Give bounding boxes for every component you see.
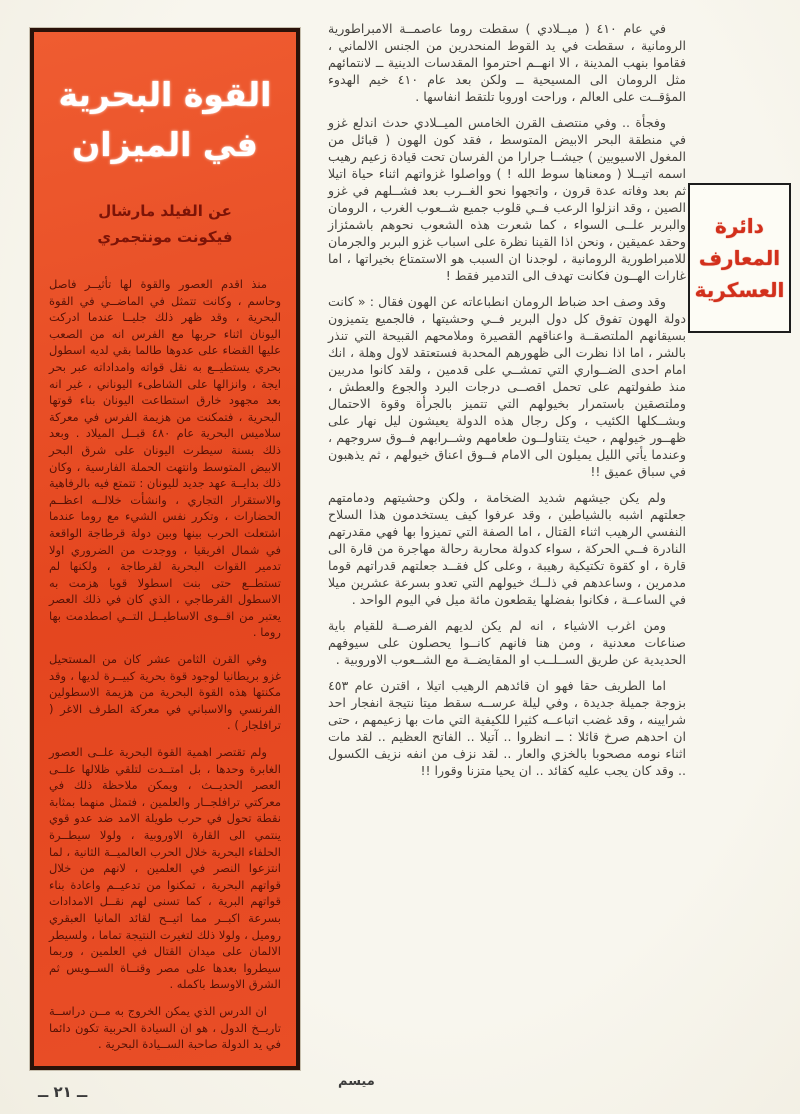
feature-paragraph: منذ اقدم العصور والقوة لها تأثيــر فاصل وحاسم ، وكانت تتمثل في الماضــي في القوة البحرية ، وقد ظهر ذلك جليــا عندما ادركت اليونان اثناء حربها مع الفرس انه من الصعب عليها القضاء على عدوها طالما بقي لديه اسطول بحري يستطيــع به نقل قواته وامداداته عبر بحر ايجة ، وانزالها على الشاطىء اليوناني ، غير انه بعد مجهود خارق استطاعت اليونان بناء قوتها البحرية ، فتمكنت من هزيمة الفرس في معركة سلاميس البحرية عام ٤٨٠ قبــل الميلاد . وبعد ذلك بسنة سيطرت اليونان على شرق البحر الابيض المتوسط وانتهت الحملة الفارسية ، وكان ذلك بدايــة عهد جديد لليونان : تتمتع فيه بالرفاهية والاستقرار التجاري ، وانشأت خلالــه اعظــم الحضارات ، وتكرر نفس الشيء مع روما عندما اشتعلت الحرب بينها وبين دولة قرطاجة الواقعة في شمال افريقيا ، ووجدت من الضروري اولا تدمير القوات البحرية لقرطاجة ، ولكنها لم تستطــع حتى بنت اسطولا قويا هزمت به الاسطول القرطاجي ، الذي كان في ذلك العصر يعتبر من اقــوى الاساطيــل التــي اصطدمت بها روما .: [49, 277, 281, 640]
page-number: ــ ٢١ ــ: [38, 1083, 88, 1101]
section-label-line1: دائرة: [715, 214, 764, 238]
article-column: [328, 20, 686, 788]
feature-paragraph: ان الدرس الذي يمكن الخروج به مــن دراســة تاريــخ الدول ، هو ان السيادة الحربية تكون دائما في يد الدولة صاحبة الســيادة البحرية .: [49, 1003, 281, 1052]
article-paragraph: ولم يكن جيشهم شديد الضخامة ، ولكن وحشيتهم ودمامتهم جعلتهم اشبه بالشياطين ، وقد عرفوا كيف يستخدمون هذا السلاح النفسي الرهيب اثناء القتال ، اما الصفة التي تميزوا بها فهي مقدرتهم النادرة فــي الحركة ، سواء كدولة محاربة رحالة مهاجرة من قارة الى قارة ، او كقوة تكتيكية رهيبة ، وعلى كل فقــد جعلتهم قدراتهم قوما مدمرين ، وساعدهم في ذلــك خيولهم التي تعدو بسرعة عشرين ميلا في الساعــة ، فكانوا بفضلها يقطعون مائة ميل في اليوم الواحد .: [328, 490, 686, 607]
feature-title: [49, 70, 281, 169]
article-paragraph: وفجأة .. وفي منتصف القرن الخامس الميــلادي حدث اندلع غزو في منطقة البحر الابيض المتوسط ، فقد كون الهون ( قبائل من المغول الاسيويين ) جيشــا جرارا من الفرسان تحت قيادة زعيم رهيب اسمه اتيــلا ( ومعناها سوط الله ! ) وواصلوا غزواتهم اثناء حياة اتيلا ثم بعد وفاته عدة قرون ، واتجهوا نحو الغــرب بعد فشــلهم في غزو الصين ، وقد انزلوا الرعب فــي قلوب جميع شــعوب الغرب ، الرومان والبربر علــى السواء ، كما شعرت هذه الشعوب نحوهم باشمئزاز وحقد عميقين ، ونحن اذا القينا نظرة على اسباب غزو البربر والجرمان للامبراطورية الرومانية ، لوجدنا ان السبب هو الاستمتاع بخيراتها ، اما غارات الهــون فكانت تهدف الى التدمير فقط !: [328, 115, 686, 283]
section-label-box: [688, 183, 791, 333]
feature-paragraph: ولم تقتصر اهمية القوة البحرية علــى العصور الغابرة وحدها ، بل امتــدت لتلقي ظلالها علــى العصر الحديــث ، ويمكن ملاحظة ذلك في معركتي ترافلجــار والعلمين ، فتمثل منهما بمثابة نقطة تحول في حرب طويلة الامد ضد عدو قوي ينتمي الى القارة الاوروبية ، ولولا سيطــرة الحلفاء البحرية خلال الحرب العالميــة الثانية ، لما انتزعوا النصر في العلمين ، لانهم من خلال قواتهم البحرية ، تمكنوا من تدعيــم واعادة بناء قواتهم البرية ، كما تسنى لهم نقــل الامدادات بسرعة اكبــر مما اتيــح لقائد المانيا العبقري روميل ، ولولا ذلك لتغيرت النتيجة تماما ، ولسيطر الالمان على ميدان القتال في العلمين ، وربما سيطروا بعدها على مصر وقنــاة الســويس ثم الشرق الاوسط باكمله .: [49, 745, 281, 992]
feature-byline-line1: عن الفيلد مارشال: [98, 202, 232, 220]
section-label-line3: العسكرية: [694, 278, 785, 302]
section-label-line2: المعارف: [698, 246, 781, 270]
feature-byline-line2: فيكونت مونتجمري: [97, 227, 233, 246]
feature-title-line2: في الميزان: [72, 124, 258, 164]
magazine-signature: ميسم: [338, 1074, 375, 1089]
article-paragraph: اما الطريف حقا فهو ان قائدهم الرهيب اتيلا ، اقترن عام ٤٥٣ بزوجة جميلة جديدة ، وفي ليلة عرســه سقط ميتا نتيجة انفجار احد شرايينه ، وقد غضب اتباعــه كثيرا للكيفية التي مات بها زعيمهم ، حتى ان احدهم صرخ قائلا : ــ انظروا .. آتيلا .. الفاتح العظيم .. لقد مات اثناء نومه مصحوبا بالخزي والعار .. لقد نزف من انفه نزيف الكسول .. وقد كان يجب عليه كقائد .. ان يحيا متزنا وقورا !!: [328, 678, 686, 778]
article-paragraph: وقد وصف احد ضباط الرومان انطباعاته عن الهون فقال : « كانت دولة الهون تفوق كل دول البرير فــي وحشيتها ، فالجميع يتميزون بسيقانهم الملتصقــة واعناقهم القصيرة وملامحهم القبيحة التي تنذر بالشر ، اما اذا نظرت الى ظهورهم المحدبة فستعتقد لاول وهلة ، انك امام احدى الضــواري التي تمشــي على قدمين ، ولقد كانوا مدربين منذ طفولتهم على تحمل اقصــى درجات البرد والجوع والعطش ، وملتصقين باستمرار بخيولهم التي تتميز بالجرأة وقوة الاحتمال وبشــكلها الكئيب ، وكل رجال هذه الدولة يعيشون ليل نهار على ظهــور خيولهم ، حيث يتناولــون طعامهم وشــرابهم فــوق سروجهم ، وعندما يأتي الليل يميلون الى الامام فــوق اعناق خيولهم ، ثم يذهبون في سباق عميق !!: [328, 294, 686, 479]
feature-box: [30, 28, 300, 1070]
feature-body: [49, 276, 281, 1053]
feature-paragraph: وفي القرن الثامن عشر كان من المستحيل غزو بريطانيا لوجود قوة بحرية كبيــرة لديها ، وقد مكنتها هذه القوة البحرية من هزيمة الاسطولين الفرنسي والاسباني في معركة الطرف الاغر ( ترافلجار ) .: [49, 652, 281, 733]
article-paragraph: في عام ٤١٠ ( ميــلادي ) سقطت روما عاصمــة الامبراطورية الرومانية ، سقطت في يد القوط المنحدرين من الجنس الالماني ، فقاموا بنهب المدينة ، الا انهــم احترموا المقدسات الدينية ــ لانتمائهم مثل الرومان الى المسيحية ــ ولكن بعد عام ٤١٠ خيم الهدوء المؤقــت على العالم ، وراحت اوروبا تلتقط انفاسها .: [328, 21, 686, 104]
article-paragraph: ومن اغرب الاشياء ، انه لم يكن لديهم الفرصــة للقيام باية صناعات معدنية ، ومن هنا فانهم كانــوا يحصلون على سيوفهم الحديدية عن طريق الســلــب او المقايضــة مع الشــعوب الاوروبية .: [328, 618, 686, 667]
feature-byline: [49, 199, 281, 250]
feature-title-line1: القوة البحرية: [58, 75, 272, 114]
